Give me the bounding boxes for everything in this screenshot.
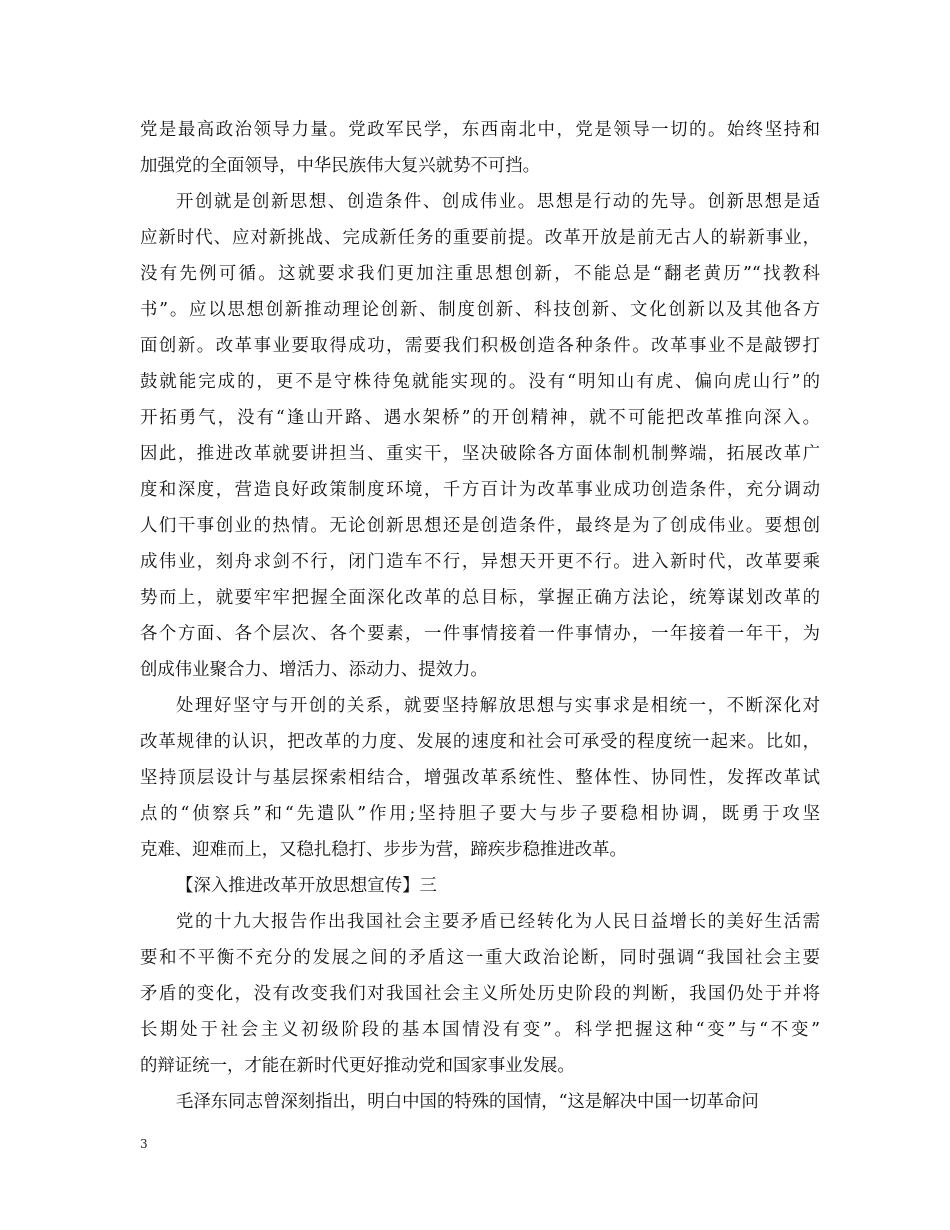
text-line: 创成伟业聚合力、增活力、添动力、提效力。: [140, 660, 488, 680]
text-line: 人们干事创业的热情。无论创新思想还是创造条件，最终是为了创成伟业。要想创: [140, 516, 820, 536]
text-line: 开拓勇气，没有“逢山开路、遇水架桥”的开创精神，就不可能把改革推向深入。: [140, 408, 820, 428]
paragraph: [140, 184, 820, 688]
paragraph: [140, 1084, 820, 1120]
paragraph: [140, 112, 820, 184]
text-line: 处理好坚守与开创的关系，就要坚持解放思想与实事求是相统一，不断深化对: [176, 696, 820, 716]
text-line: 【深入推进改革开放思想宣传】三: [176, 876, 437, 896]
text-line: 的辩证统一，才能在新时代更好推动党和国家事业发展。: [140, 1056, 575, 1076]
text-line: 开创就是创新思想、创造条件、创成伟业。思想是行动的先导。创新思想是适: [176, 192, 820, 212]
paragraph: [140, 904, 820, 1084]
paragraph: [140, 688, 820, 868]
text-line: 度和深度，营造良好政策制度环境，千方百计为改革事业成功创造条件，充分调动: [140, 480, 820, 500]
text-line: 党是最高政治领导力量。党政军民学，东西南北中，党是领导一切的。始终坚持和: [140, 120, 820, 140]
text-line: 成伟业，刻舟求剑不行，闭门造车不行，异想天开更不行。进入新时代，改革要乘: [140, 552, 820, 572]
text-line: 没有先例可循。这就要求我们更加注重思想创新，不能总是“翻老黄历”“找教科: [140, 264, 820, 284]
text-line: 书”。应以思想创新推动理论创新、制度创新、科技创新、文化创新以及其他各方: [140, 300, 820, 320]
text-line: 矛盾的变化，没有改变我们对我国社会主义所处历史阶段的判断，我国仍处于并将: [140, 984, 820, 1004]
page-number: 3: [140, 1137, 148, 1151]
text-line: 坚持顶层设计与基层探索相结合，增强改革系统性、整体性、协同性，发挥改革试: [140, 768, 820, 788]
text-line: 面创新。改革事业要取得成功，需要我们积极创造各种条件。改革事业不是敲锣打: [140, 336, 820, 356]
text-line: 应新时代、应对新挑战、完成新任务的重要前提。改革开放是前无古人的崭新事业，: [140, 228, 820, 248]
text-line: 改革规律的认识，把改革的力度、发展的速度和社会可承受的程度统一起来。比如，: [140, 732, 820, 752]
text-line: 各个方面、各个层次、各个要素，一件事情接着一件事情办，一年接着一年干，为: [140, 624, 820, 644]
text-line: 长期处于社会主义初级阶段的基本国情没有变”。科学把握这种“变”与“不变”: [140, 1020, 820, 1040]
text-line: 因此，推进改革就要讲担当、重实干，坚决破除各方面体制机制弊端，拓展改革广: [140, 444, 820, 464]
text-line: 加强党的全面领导，中华民族伟大复兴就势不可挡。: [140, 156, 540, 176]
text-line: 克难、迎难而上，又稳扎稳打、步步为营，蹄疾步稳推进改革。: [140, 840, 627, 860]
paragraph: [140, 868, 820, 904]
document-body: [140, 112, 820, 1120]
text-line: 鼓就能完成的，更不是守株待兔就能实现的。没有“明知山有虎、偏向虎山行”的: [140, 372, 820, 392]
text-line: 毛泽东同志曾深刻指出，明白中国的特殊的国情，“这是解决中国一切革命问: [176, 1092, 759, 1112]
text-line: 要和不平衡不充分的发展之间的矛盾这一重大政治论断，同时强调“我国社会主要: [140, 948, 820, 968]
text-line: 势而上，就要牢牢把握全面深化改革的总目标，掌握正确方法论，统筹谋划改革的: [140, 588, 820, 608]
text-line: 党的十九大报告作出我国社会主要矛盾已经转化为人民日益增长的美好生活需: [176, 912, 820, 932]
text-line: 点的“侦察兵”和“先遣队”作用;坚持胆子要大与步子要稳相协调，既勇于攻坚: [140, 804, 820, 824]
